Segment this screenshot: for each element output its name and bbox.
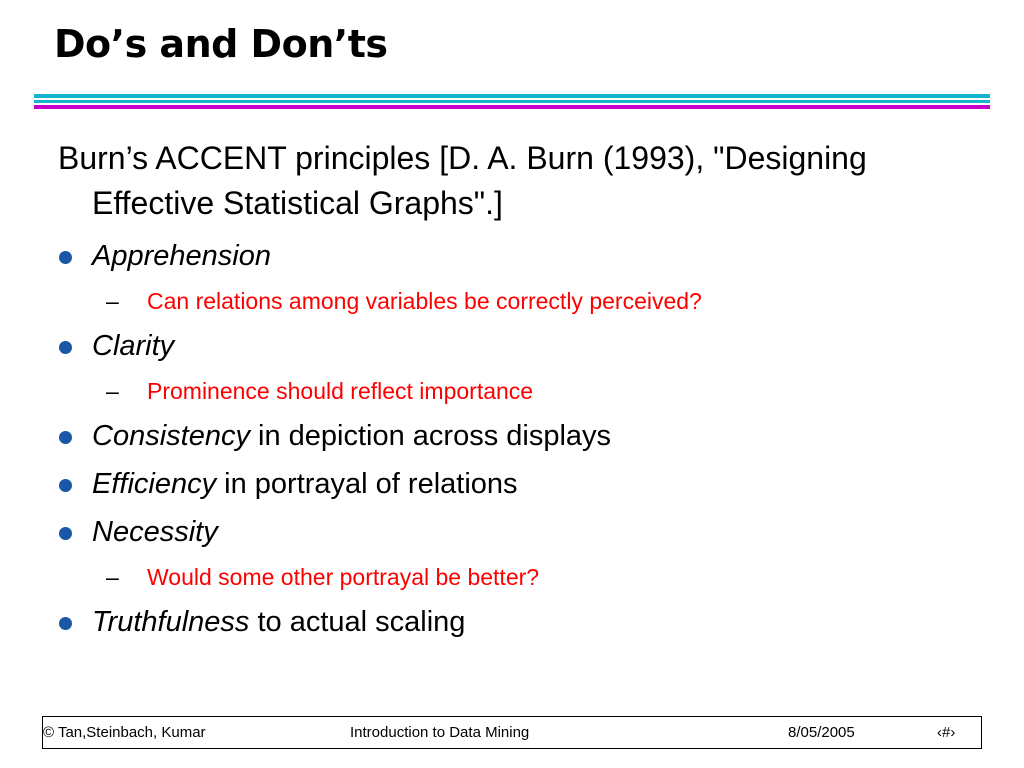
bullet-item — [58, 238, 978, 274]
bullet-description: in depiction across displays — [249, 420, 612, 452]
bullet-term: Apprehension — [92, 240, 271, 272]
bullet-item — [58, 418, 978, 454]
bullet-item — [58, 604, 978, 640]
intro-paragraph: Burn’s ACCENT principles [D. A. Burn (1993), "Designing Effective Statistical Graphs".] — [58, 140, 867, 221]
bullet-term: Consistency — [92, 420, 250, 452]
sub-bullet-item — [58, 286, 978, 316]
bullet-dot-icon — [59, 527, 72, 540]
bullet-description: in portrayal of relations — [216, 468, 518, 500]
bullet-item — [58, 328, 978, 364]
bullet-item — [58, 514, 978, 550]
sub-bullet-text: Can relations among variables be correctly perceived? — [147, 288, 702, 314]
title-rule-cyan-top — [34, 94, 990, 98]
bullet-term: Truthfulness — [92, 606, 250, 638]
sub-bullet-text: Would some other portrayal be better? — [147, 564, 540, 590]
footer-date: 8/05/2005 — [788, 724, 855, 741]
bullet-term: Necessity — [92, 516, 218, 548]
title-rule-magenta — [34, 105, 990, 109]
sub-bullet-item — [58, 562, 978, 592]
bullet-dot-icon — [59, 251, 72, 264]
footer-copyright: © Tan,Steinbach, Kumar — [43, 724, 206, 741]
bullet-dot-icon — [59, 479, 72, 492]
dash-marker-icon: – — [106, 564, 119, 590]
bullet-dot-icon — [59, 617, 72, 630]
sub-bullet-item — [58, 376, 978, 406]
slide-body — [58, 136, 978, 640]
sub-bullet-text: Prominence should reflect importance — [147, 378, 534, 404]
bullet-dot-icon — [59, 341, 72, 354]
title-rule-cyan-bottom — [34, 100, 990, 103]
slide-title: Do’s and Don’ts — [54, 22, 388, 66]
bullet-term: Clarity — [92, 330, 175, 362]
footer-course-title: Introduction to Data Mining — [350, 724, 530, 741]
bullet-item — [58, 466, 978, 502]
footer-page-number: ‹#› — [937, 724, 956, 741]
slide-footer — [42, 716, 982, 749]
dash-marker-icon: – — [106, 288, 119, 314]
bullet-dot-icon — [59, 431, 72, 444]
bullet-description: to actual scaling — [249, 606, 466, 638]
bullet-term: Efficiency — [92, 468, 217, 500]
bullet-list — [58, 238, 978, 640]
dash-marker-icon: – — [106, 378, 119, 404]
